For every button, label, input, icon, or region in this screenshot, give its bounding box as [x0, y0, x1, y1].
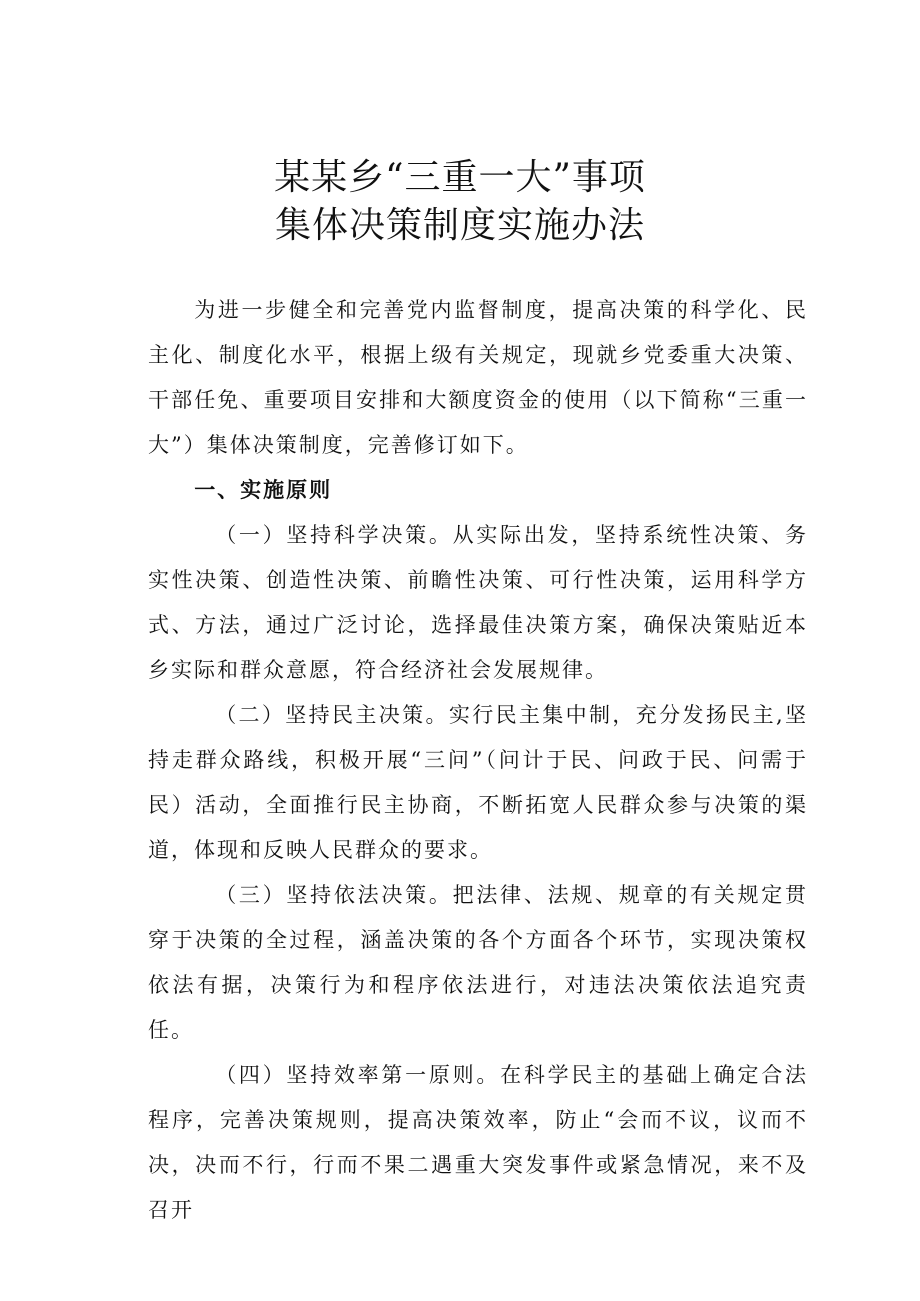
document-body	[148, 288, 808, 1233]
document-title-line-2: 集体决策制度实施办法	[274, 205, 645, 246]
document-title-line-1: 某某乡“三重一大”事项	[274, 157, 646, 198]
principle-item-1: （一）坚持科学决策。从实际出发，坚持系统性决策、务实性决策、创造性决策、前瞻性决策、可行性决策，运用科学方式、方法，通过广泛讨论，选择最佳决策方案，确保决策贴近本乡实际和群众意愿，符合经济社会发展规律。	[148, 523, 808, 682]
intro-paragraph: 为进一步健全和完善党内监督制度，提高决策的科学化、民主化、制度化水平，根据上级有关规定，现就乡党委重大决策、干部任免、重要项目安排和大额度资金的使用（以下简称“三重一大”）集体决策制度，完善修订如下。	[148, 298, 808, 457]
principle-item-4: （四）坚持效率第一原则。在科学民主的基础上确定合法程序，完善决策规则，提高决策效率，防止“会而不议，议而不决，决而不行，行而不果二遇重大突发事件或紧急情况，来不及召开	[148, 1063, 808, 1222]
principle-item-3: （三）坚持依法决策。把法律、法规、规章的有关规定贯穿于决策的全过程，涵盖决策的各个方面各个环节，实现决策权依法有据，决策行为和程序依法进行，对违法决策依法追究责任。	[148, 883, 808, 1042]
section-heading: 一、实施原则	[194, 478, 333, 502]
principle-item-2: （二）坚持民主决策。实行民主集中制，充分发扬民主,坚持走群众路线，积极开展“三问”（问计于民、问政于民、问需于民）活动，全面推行民主协商，不断拓宽人民群众参与决策的渠道，体现和反映人民群众的要求。	[148, 703, 808, 862]
